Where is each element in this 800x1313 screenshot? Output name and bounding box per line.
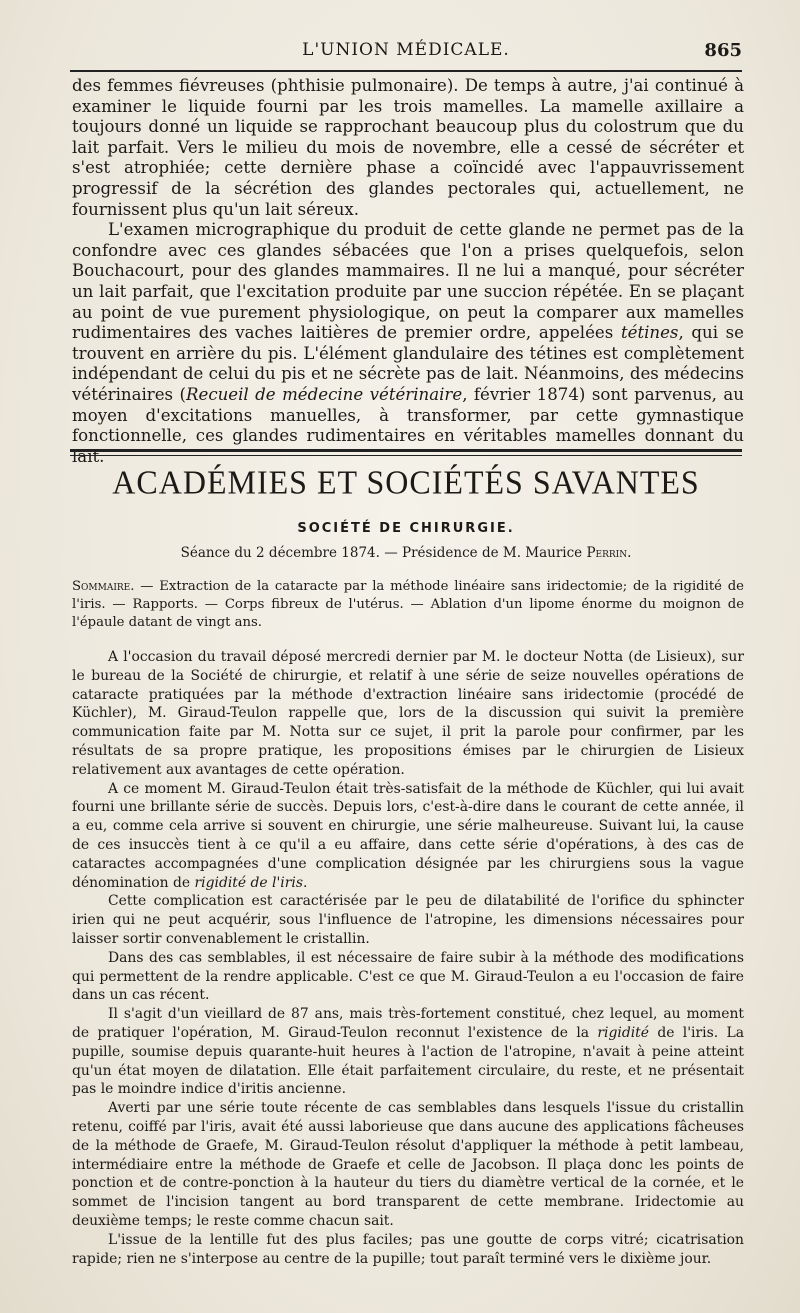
- page-number: 865: [704, 40, 742, 61]
- proceedings-text: [72, 648, 744, 1268]
- seance-line: Séance du 2 décembre 1874. — Présidence de M. Maurice Perrin.: [180, 545, 632, 561]
- citation-recueil: Recueil de médecine vétérinaire: [186, 384, 463, 404]
- paragraph-7: L'issue de la lentille fut des plus faciles; pas une goutte de corps vitré; cicatrisation rapide; rien ne s'interpose au centre de la pupille; tout paraît terminé vers le dixième jour.: [72, 1231, 744, 1267]
- section-rule-bottom: [70, 455, 742, 456]
- president-name: Perrin: [586, 545, 628, 561]
- paragraph-2: A ce moment M. Giraud-Teulon était très-satisfait de la méthode de Küchler, qui lui avait fourni une brillante série de succès. Depuis lors, c'est-à-dire dans le courant de cette année, il a eu, comme cela arrive si souvent en chirurgie, une série malheureuse. Suivant lui, la cause de ces insuccès tient à ce qu'il a eu affaire, dans cette série d'opérations, à des cas de cataractes accompagnées d'une complication désignée par les chirurgiens sous la vague dénomination de rigidité de l'iris.: [72, 780, 744, 891]
- term-rigidite: rigidité: [597, 1024, 649, 1041]
- paragraph-3: Cette complication est caractérisée par le peu de dilatabilité de l'orifice du sphincter irien qui ne peut acquérir, sous l'influence de l'atropine, les dimensions nécessaires pour laisser sortir convenablement le cristallin.: [72, 893, 744, 947]
- journal-title: L'UNION MÉDICALE.: [302, 40, 510, 60]
- term-rigidite-iris: rigidité de l'iris: [194, 874, 303, 891]
- running-header: [70, 36, 742, 64]
- term-tetines: tétines: [620, 323, 679, 343]
- section-rule-top: [70, 449, 742, 452]
- paragraph-1: A l'occasion du travail déposé mercredi dernier par M. le docteur Notta (de Lisieux), sur le bureau de la Société de chirurgie, et relatif à une série de seize nouvelles opérations de cataracte pratiquées par la méthode d'extraction linéaire sans iridectomie (procédé de Küchler), M. Giraud-Teulon rappelle que, lors de la discussion qui suivit la première communication faite par M. Notta sur ce sujet, il prit la parole pour confirmer, par les résultats de sa propre pratique, les propositions émises par le chirurgien de Lisieux relativement aux avantages de cette opération.: [72, 649, 744, 778]
- paragraph-continued: des femmes fiévreuses (phthisie pulmonaire). De temps à autre, j'ai continué à examiner le liquide fourni par les trois mamelles. La mamelle axillaire a toujours donné un liquide se rapprochant beaucoup plus du colostrum que du lait parfait. Vers le milieu du mois de novembre, elle a cessé de sécréter et s'est atrophiée; cette dernière phase a coïncidé avec l'appauvrissement progressif de la sécrétion des glandes pectorales qui, actuellement, ne fournissent plus qu'un lait séreux.: [72, 76, 744, 219]
- paragraph-5: Il s'agit d'un vieillard de 87 ans, mais très-fortement constitué, chez lequel, au moment de pratiquer l'opération, M. Giraud-Teulon reconnut l'existence de la rigidité de l'iris. La pupille, soumise depuis quarante-huit heures à l'action de l'atropine, n'avait à peine atteint qu'un état moyen de dilatation. Elle était parfaitement circulaire, du reste, et ne présentait pas le moindre indice d'iritis ancienne.: [72, 1006, 744, 1098]
- society-name: SOCIÉTÉ DE CHIRURGIE.: [297, 521, 515, 536]
- paragraph-6: Averti par une série toute récente de cas semblables dans lesquels l'issue du cristallin retenu, coiffé par l'iris, avait été aussi laborieuse que dans aucune des applications fâcheuses de la méthode de Graefe, M. Giraud-Teulon résolut d'appliquer la méthode à petit lambeau, intermédiaire entre la méthode de Graefe et celle de Jacobson. Il plaça donc les points de ponction et de contre-ponction à la hauteur du tiers du diamètre vertical de la cornée, et le sommet de l'incision tangent au bord transparent de cette membrane. Iridectomie au deuxième temps; le reste comme chacun sait.: [72, 1100, 744, 1229]
- top-text-block: [72, 76, 744, 467]
- paragraph-micrographic: L'examen micrographique du produit de cette glande ne permet pas de la confondre avec ces glandes sébacées que l'on a prises quelquefois, selon Bouchacourt, pour des glandes mammaires. Il ne lui a manqué, pour sécréter un lait parfait, que l'excitation produite par une succion répétée. En se plaçant au point de vue purement physiologique, on peut la comparer aux mamelles rudimentaires des vaches laitières de premier ordre, appelées tétines, qui se trouvent en arrière du pis. L'élément glandulaire des tétines est complètement indépendant de celui du pis et ne sécrète pas de lait. Néanmoins, des médecins vétérinaires (Recueil de médecine vétérinaire, février 1874) sont parvenus, au moyen d'excitations manuelles, à transformer, par cette gymnastique fonctionnelle, ces glandes rudimentaires en véritables mamelles donnant du lait.: [72, 220, 745, 466]
- paragraph-4: Dans des cas semblables, il est nécessaire de faire subir à la méthode des modifications qui permettent de la rendre applicable. C'est ce que M. Giraud-Teulon a eu l'occasion de faire dans un cas récent.: [72, 949, 744, 1004]
- section-title: ACADÉMIES ET SOCIÉTÉS SAVANTES: [112, 463, 700, 501]
- summary-label: Sommaire.: [72, 579, 135, 594]
- summary: Sommaire. — Extraction de la cataracte par la méthode linéaire sans iridectomie; de la rigidité de l'iris. — Rapports. — Corps fibreux de l'utérus. — Ablation d'un lipome énorme du moignon de l'épaule datant de vingt ans.: [72, 579, 744, 630]
- header-rule: [70, 70, 742, 72]
